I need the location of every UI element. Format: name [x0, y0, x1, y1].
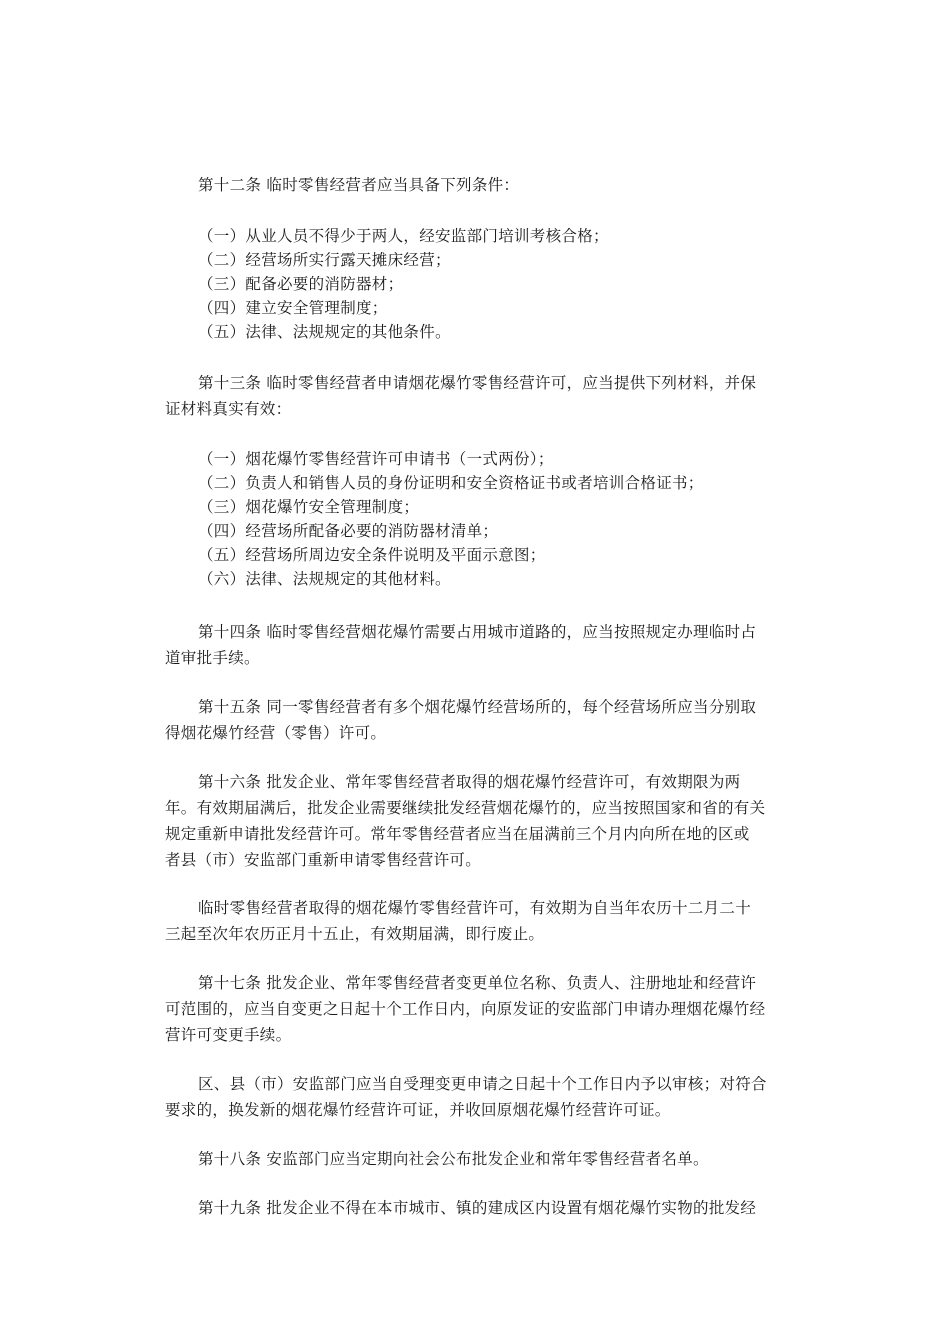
article-18-paragraph: 第十八条 安监部门应当定期向社会公布批发企业和常年零售经营者名单。 [198, 1150, 709, 1168]
article-12-heading: 第十二条 临时零售经营者应当具备下列条件： [198, 176, 520, 194]
article-13-item-1: （一）烟花爆竹零售经营许可申请书（一式两份）； [198, 450, 554, 468]
article-13-paragraph: 第十三条 临时零售经营者申请烟花爆竹零售经营许可，应当提供下列材料，并保 证材料真实有效： [165, 374, 757, 418]
article-15-paragraph: 第十五条 同一零售经营者有多个烟花爆竹经营场所的，每个经营场所应当分别取 得烟花爆竹经营（零售）许可。 [165, 698, 757, 742]
article-13-item-2: （二）负责人和销售人员的身份证明和安全资格证书或者培训合格证书； [198, 474, 704, 492]
article-13-item-4: （四）经营场所配备必要的消防器材清单； [198, 522, 499, 540]
article-12-item-2: （二）经营场所实行露天摊床经营； [198, 251, 451, 269]
article-13-item-5: （五）经营场所周边安全条件说明及平面示意图； [198, 546, 546, 564]
article-13-item-6: （六）法律、法规规定的其他材料。 [198, 570, 451, 588]
article-12-item-4: （四）建立安全管理制度； [198, 299, 388, 317]
article-13-item-3: （三）烟花爆竹安全管理制度； [198, 498, 420, 516]
article-17-review-paragraph: 区、县（市）安监部门应当自受理变更申请之日起十个工作日内予以审核；对符合 要求的，换发新的烟花爆竹经营许可证，并收回原烟花爆竹经营许可证。 [165, 1075, 767, 1119]
article-12-item-5: （五）法律、法规规定的其他条件。 [198, 323, 451, 341]
article-14-paragraph: 第十四条 临时零售经营烟花爆竹需要占用城市道路的，应当按照规定办理临时占 道审批手续。 [165, 623, 757, 667]
article-16-temporary-paragraph: 临时零售经营者取得的烟花爆竹零售经营许可，有效期为自当年农历十二月二十 三起至次年农历正月十五止，有效期届满，即行废止。 [165, 899, 752, 943]
article-17-paragraph: 第十七条 批发企业、常年零售经营者变更单位名称、负责人、注册地址和经营许 可范围的，应当自变更之日起十个工作日内，向原发证的安监部门申请办理烟花爆竹经 营许可变更手续。 [165, 974, 766, 1044]
article-19-paragraph: 第十九条 批发企业不得在本市城市、镇的建成区内设置有烟花爆竹实物的批发经 [198, 1199, 757, 1217]
article-16-paragraph: 第十六条 批发企业、常年零售经营者取得的烟花爆竹经营许可，有效期限为两 年。有效期届满后，批发企业需要继续批发经营烟花爆竹的，应当按照国家和省的有关 规定重新申请批发经营许可。常年零售经营者应当在届满前三个月内向所在地的区或 者县（市）安监部门重新申请零售经营许可。 [165, 773, 766, 869]
article-12-item-3: （三）配备必要的消防器材； [198, 275, 404, 293]
article-12-item-1: （一）从业人员不得少于两人，经安监部门培训考核合格； [198, 227, 609, 245]
